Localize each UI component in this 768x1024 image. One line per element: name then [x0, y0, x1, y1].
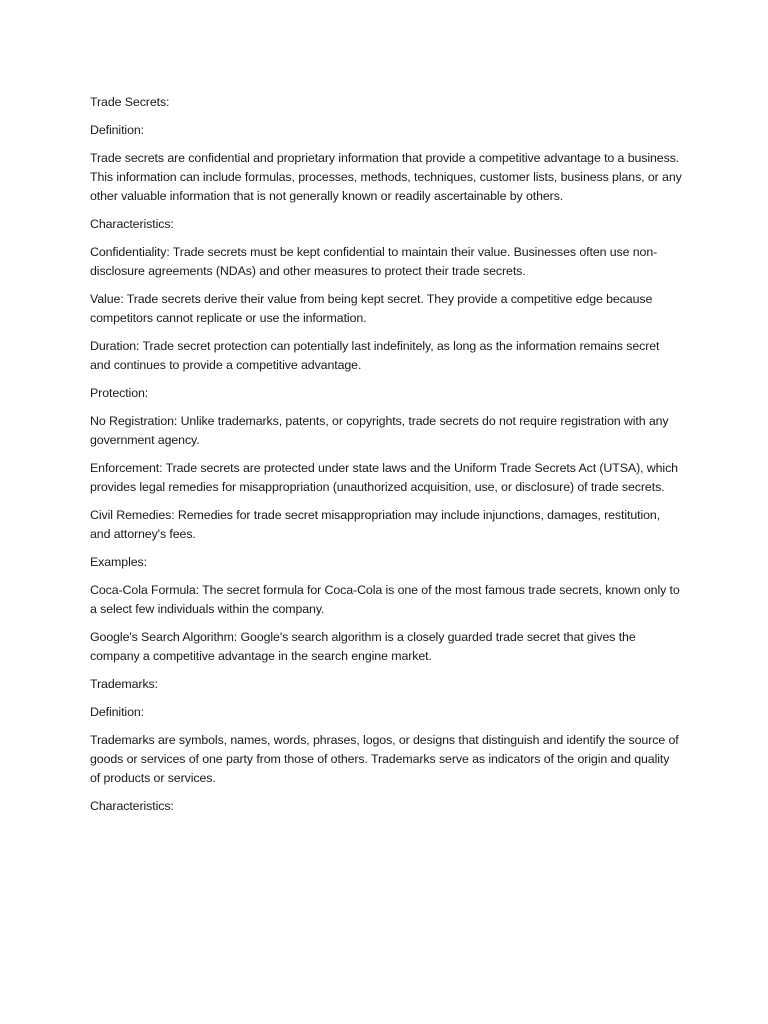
subheading-definition-trademarks: Definition:: [90, 705, 144, 719]
paragraph-confidentiality: Confidentiality: Trade secrets must be kept confidential to maintain their value. Businesses often use non-disclosure agreements (NDAs) and other measures to protect their trade secrets.: [90, 245, 658, 278]
paragraph-duration: Duration: Trade secret protection can potentially last indefinitely, as long as the information remains secret and continues to provide a competitive advantage.: [90, 339, 660, 372]
subheading-characteristics-trademarks: Characteristics:: [90, 799, 174, 813]
paragraph-enforcement: Enforcement: Trade secrets are protected under state laws and the Uniform Trade Secrets Act (UTSA), which provides legal remedies for misappropriation (unauthorized acquisition, use, or disclosure) of trade secrets.: [90, 461, 678, 494]
paragraph-trade-secrets-definition: Trade secrets are confidential and proprietary information that provide a competitive advantage to a business. This information can include formulas, processes, methods, techniques, customer lists, business plans, or any other valuable information that is not generally known or readily ascertainable by others.: [90, 151, 682, 203]
paragraph-google-search-algorithm: Google's Search Algorithm: Google's search algorithm is a closely guarded trade secret that gives the company a competitive advantage in the search engine market.: [90, 630, 636, 663]
paragraph-civil-remedies: Civil Remedies: Remedies for trade secret misappropriation may include injunctions, damages, restitution, and attorney's fees.: [90, 508, 661, 541]
subheading-protection: Protection:: [90, 386, 149, 400]
section-heading-trademarks: Trademarks:: [90, 677, 158, 691]
section-heading-trade-secrets: Trade Secrets:: [90, 95, 170, 109]
subheading-definition: Definition:: [90, 123, 144, 137]
paragraph-value: Value: Trade secrets derive their value from being kept secret. They provide a competitive edge because competitors cannot replicate or use the information.: [90, 292, 653, 325]
subheading-characteristics: Characteristics:: [90, 217, 174, 231]
paragraph-no-registration: No Registration: Unlike trademarks, patents, or copyrights, trade secrets do not require registration with any government agency.: [90, 414, 669, 447]
subheading-examples: Examples:: [90, 555, 147, 569]
document-page: [90, 93, 682, 825]
paragraph-trademarks-definition: Trademarks are symbols, names, words, phrases, logos, or designs that distinguish and identify the source of goods or services of one party from those of others. Trademarks serve as indicators of the origin and quality of products or services.: [90, 733, 679, 785]
paragraph-coca-cola-formula: Coca-Cola Formula: The secret formula for Coca-Cola is one of the most famous trade secrets, known only to a select few individuals within the company.: [90, 583, 680, 616]
